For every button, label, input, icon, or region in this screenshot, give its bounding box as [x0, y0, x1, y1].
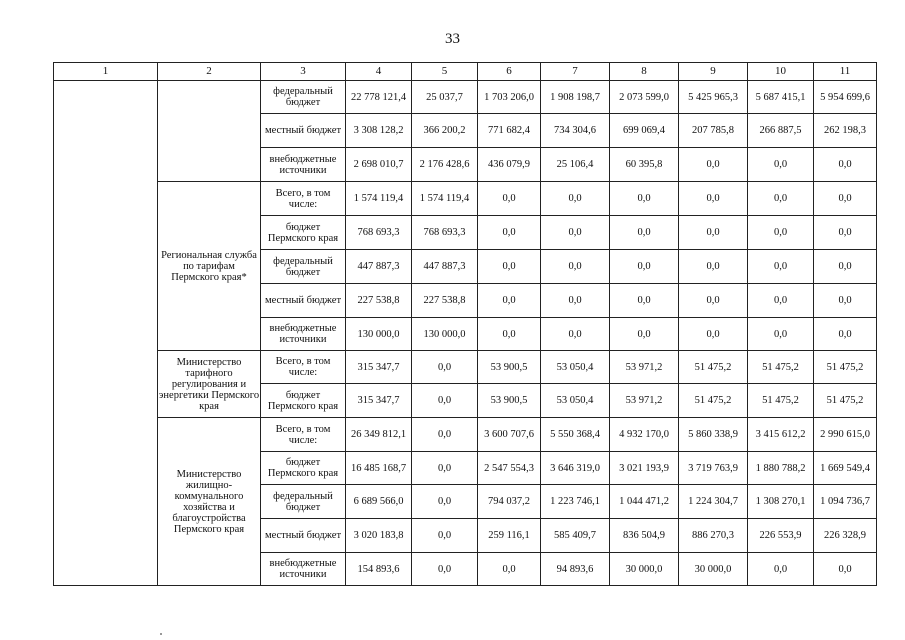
- value-cell: 262 198,3: [814, 114, 877, 148]
- value-cell: 0,0: [748, 216, 814, 250]
- value-cell: 447 887,3: [412, 250, 478, 284]
- value-cell: 51 475,2: [814, 351, 877, 384]
- value-cell: 0,0: [478, 250, 541, 284]
- value-cell: 0,0: [814, 148, 877, 182]
- value-cell: 0,0: [748, 250, 814, 284]
- value-cell: 0,0: [679, 148, 748, 182]
- value-cell: 1 669 549,4: [814, 452, 877, 485]
- value-cell: 585 409,7: [541, 519, 610, 553]
- funding-source-cell: местный бюджет: [261, 114, 346, 148]
- value-cell: 0,0: [814, 250, 877, 284]
- value-cell: 1 574 119,4: [412, 182, 478, 216]
- value-cell: 1 908 198,7: [541, 81, 610, 114]
- value-cell: 0,0: [412, 351, 478, 384]
- value-cell: 6 689 566,0: [346, 485, 412, 519]
- value-cell: 4 932 170,0: [610, 418, 679, 452]
- value-cell: 53 900,5: [478, 384, 541, 418]
- value-cell: 0,0: [412, 485, 478, 519]
- funding-source-cell: бюджет Пермского края: [261, 452, 346, 485]
- value-cell: 771 682,4: [478, 114, 541, 148]
- column-header: 3: [261, 63, 346, 81]
- value-cell: 0,0: [610, 250, 679, 284]
- header-row: [54, 63, 877, 81]
- value-cell: 3 719 763,9: [679, 452, 748, 485]
- value-cell: 0,0: [541, 318, 610, 351]
- organization-cell: Региональная служба по тарифам Пермского края*: [158, 182, 261, 351]
- value-cell: 51 475,2: [679, 351, 748, 384]
- value-cell: 0,0: [679, 318, 748, 351]
- value-cell: 53 971,2: [610, 384, 679, 418]
- funding-source-cell: бюджет Пермского края: [261, 384, 346, 418]
- table-row: [54, 81, 877, 114]
- table-row: [54, 418, 877, 452]
- value-cell: 2 547 554,3: [478, 452, 541, 485]
- page-number: 33: [445, 31, 460, 47]
- value-cell: 25 106,4: [541, 148, 610, 182]
- table-row: [54, 351, 877, 384]
- value-cell: 0,0: [814, 284, 877, 318]
- value-cell: 1 224 304,7: [679, 485, 748, 519]
- value-cell: 0,0: [610, 318, 679, 351]
- value-cell: 53 050,4: [541, 384, 610, 418]
- column-header: 8: [610, 63, 679, 81]
- value-cell: 0,0: [679, 216, 748, 250]
- value-cell: 1 223 746,1: [541, 485, 610, 519]
- budget-table: [53, 62, 877, 586]
- value-cell: 0,0: [748, 148, 814, 182]
- value-cell: 734 304,6: [541, 114, 610, 148]
- value-cell: 1 308 270,1: [748, 485, 814, 519]
- value-cell: 0,0: [412, 452, 478, 485]
- value-cell: 1 044 471,2: [610, 485, 679, 519]
- value-cell: 886 270,3: [679, 519, 748, 553]
- funding-source-cell: федеральный бюджет: [261, 81, 346, 114]
- value-cell: 2 698 010,7: [346, 148, 412, 182]
- value-cell: 0,0: [748, 318, 814, 351]
- value-cell: 130 000,0: [346, 318, 412, 351]
- value-cell: 836 504,9: [610, 519, 679, 553]
- value-cell: 768 693,3: [346, 216, 412, 250]
- value-cell: 1 574 119,4: [346, 182, 412, 216]
- table-body: [54, 81, 877, 586]
- value-cell: 0,0: [541, 284, 610, 318]
- value-cell: 30 000,0: [610, 553, 679, 586]
- value-cell: 0,0: [748, 553, 814, 586]
- value-cell: 0,0: [412, 418, 478, 452]
- organization-cell: Министерство жилищно-коммунального хозяйства и благоустройства Пермского края: [158, 418, 261, 586]
- value-cell: 768 693,3: [412, 216, 478, 250]
- value-cell: 3 020 183,8: [346, 519, 412, 553]
- organization-cell: Министерство тарифного регулирования и энергетики Пермского края: [158, 351, 261, 418]
- value-cell: 227 538,8: [412, 284, 478, 318]
- column-header: 7: [541, 63, 610, 81]
- value-cell: 436 079,9: [478, 148, 541, 182]
- value-cell: 227 538,8: [346, 284, 412, 318]
- value-cell: 0,0: [679, 250, 748, 284]
- table-row: [54, 182, 877, 216]
- column-header: 2: [158, 63, 261, 81]
- value-cell: 154 893,6: [346, 553, 412, 586]
- organization-cell: [158, 81, 261, 182]
- value-cell: 447 887,3: [346, 250, 412, 284]
- value-cell: 53 050,4: [541, 351, 610, 384]
- value-cell: 0,0: [412, 519, 478, 553]
- value-cell: 3 646 319,0: [541, 452, 610, 485]
- value-cell: 1 880 788,2: [748, 452, 814, 485]
- value-cell: 2 176 428,6: [412, 148, 478, 182]
- funding-source-cell: внебюджетные источники: [261, 148, 346, 182]
- value-cell: 0,0: [748, 182, 814, 216]
- funding-source-cell: Всего, в том числе:: [261, 182, 346, 216]
- value-cell: 53 900,5: [478, 351, 541, 384]
- value-cell: 0,0: [610, 216, 679, 250]
- value-cell: 0,0: [814, 182, 877, 216]
- value-cell: 130 000,0: [412, 318, 478, 351]
- value-cell: 366 200,2: [412, 114, 478, 148]
- value-cell: 0,0: [748, 284, 814, 318]
- column-header: 9: [679, 63, 748, 81]
- funding-source-cell: федеральный бюджет: [261, 250, 346, 284]
- value-cell: 699 069,4: [610, 114, 679, 148]
- value-cell: 51 475,2: [748, 351, 814, 384]
- value-cell: 26 349 812,1: [346, 418, 412, 452]
- funding-source-cell: внебюджетные источники: [261, 318, 346, 351]
- value-cell: 5 550 368,4: [541, 418, 610, 452]
- value-cell: 5 687 415,1: [748, 81, 814, 114]
- value-cell: 3 308 128,2: [346, 114, 412, 148]
- value-cell: 2 073 599,0: [610, 81, 679, 114]
- value-cell: 0,0: [478, 182, 541, 216]
- value-cell: 0,0: [814, 553, 877, 586]
- column-header: 1: [54, 63, 158, 81]
- value-cell: 3 600 707,6: [478, 418, 541, 452]
- value-cell: 0,0: [679, 284, 748, 318]
- value-cell: 16 485 168,7: [346, 452, 412, 485]
- value-cell: 207 785,8: [679, 114, 748, 148]
- value-cell: 0,0: [478, 284, 541, 318]
- funding-source-cell: федеральный бюджет: [261, 485, 346, 519]
- value-cell: 0,0: [541, 182, 610, 216]
- value-cell: 0,0: [610, 284, 679, 318]
- value-cell: 794 037,2: [478, 485, 541, 519]
- value-cell: 226 553,9: [748, 519, 814, 553]
- value-cell: 25 037,7: [412, 81, 478, 114]
- value-cell: 0,0: [412, 384, 478, 418]
- value-cell: 259 116,1: [478, 519, 541, 553]
- funding-source-cell: внебюджетные источники: [261, 553, 346, 586]
- value-cell: 0,0: [814, 318, 877, 351]
- value-cell: 53 971,2: [610, 351, 679, 384]
- funding-source-cell: местный бюджет: [261, 519, 346, 553]
- value-cell: 315 347,7: [346, 351, 412, 384]
- scan-speck: [160, 633, 162, 635]
- column-header: 10: [748, 63, 814, 81]
- value-cell: 51 475,2: [679, 384, 748, 418]
- funding-source-cell: местный бюджет: [261, 284, 346, 318]
- value-cell: 0,0: [610, 182, 679, 216]
- value-cell: 30 000,0: [679, 553, 748, 586]
- value-cell: 0,0: [541, 250, 610, 284]
- value-cell: 1 703 206,0: [478, 81, 541, 114]
- value-cell: 0,0: [478, 318, 541, 351]
- value-cell: 94 893,6: [541, 553, 610, 586]
- value-cell: 51 475,2: [814, 384, 877, 418]
- value-cell: 51 475,2: [748, 384, 814, 418]
- value-cell: 0,0: [412, 553, 478, 586]
- funding-source-cell: бюджет Пермского края: [261, 216, 346, 250]
- value-cell: 226 328,9: [814, 519, 877, 553]
- value-cell: 5 954 699,6: [814, 81, 877, 114]
- value-cell: 0,0: [478, 216, 541, 250]
- column-header: 5: [412, 63, 478, 81]
- value-cell: 22 778 121,4: [346, 81, 412, 114]
- value-cell: 5 860 338,9: [679, 418, 748, 452]
- value-cell: 315 347,7: [346, 384, 412, 418]
- value-cell: 2 990 615,0: [814, 418, 877, 452]
- value-cell: 3 021 193,9: [610, 452, 679, 485]
- value-cell: 0,0: [814, 216, 877, 250]
- column-header: 11: [814, 63, 877, 81]
- value-cell: 0,0: [478, 553, 541, 586]
- value-cell: 3 415 612,2: [748, 418, 814, 452]
- value-cell: 60 395,8: [610, 148, 679, 182]
- column-header: 4: [346, 63, 412, 81]
- column-header: 6: [478, 63, 541, 81]
- funding-source-cell: Всего, в том числе:: [261, 418, 346, 452]
- value-cell: 0,0: [541, 216, 610, 250]
- funding-source-cell: Всего, в том числе:: [261, 351, 346, 384]
- value-cell: 266 887,5: [748, 114, 814, 148]
- value-cell: 0,0: [679, 182, 748, 216]
- value-cell: 1 094 736,7: [814, 485, 877, 519]
- value-cell: 5 425 965,3: [679, 81, 748, 114]
- program-cell: [54, 81, 158, 586]
